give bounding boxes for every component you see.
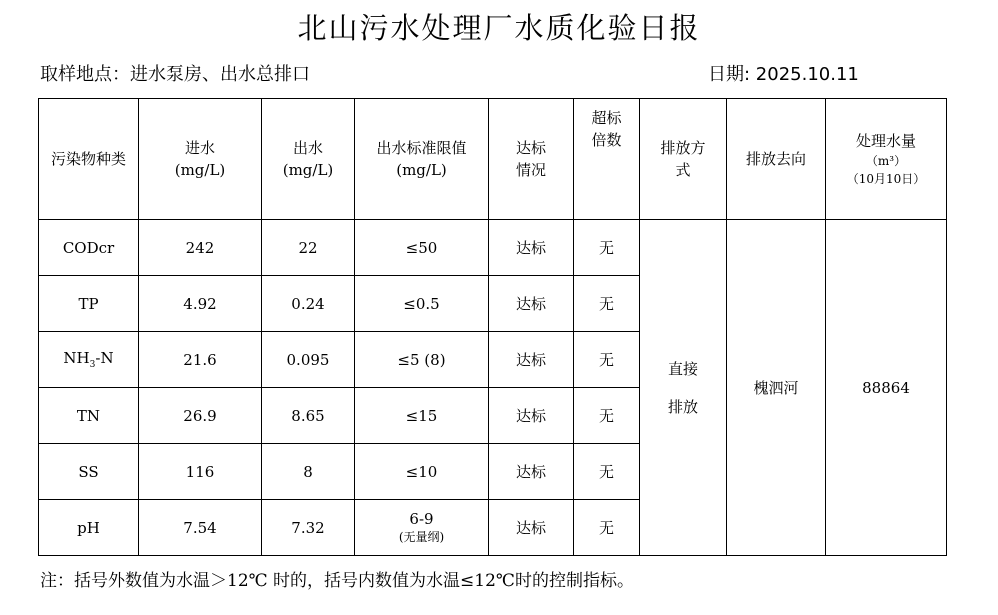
footnote: 注：括号外数值为水温＞12℃ 时的，括号内数值为水温≤12℃时的控制指标。 xyxy=(40,571,634,591)
inflow-value: 242 xyxy=(139,220,262,276)
outflow-value: 8.65 xyxy=(262,388,355,444)
header-pollutant: 污染物种类 xyxy=(39,99,139,220)
inflow-value: 4.92 xyxy=(139,276,262,332)
compliance-status: 达标 xyxy=(489,500,574,556)
compliance-status: 达标 xyxy=(489,388,574,444)
exceed-multiple: 无 xyxy=(574,444,640,500)
outflow-value: 22 xyxy=(262,220,355,276)
outflow-value: 0.095 xyxy=(262,332,355,388)
header-inflow: 进水 (mg/L) xyxy=(139,99,262,220)
sampling-location: 取样地点：进水泵房、出水总排口 xyxy=(40,64,310,85)
outflow-value: 7.32 xyxy=(262,500,355,556)
header-method: 排放方 式 xyxy=(640,99,727,220)
report-title: 北山污水处理厂水质化验日报 xyxy=(297,11,701,45)
header-volume: 处理水量 （m³） （10月10日） xyxy=(826,99,947,220)
pollutant-name: SS xyxy=(39,444,139,500)
header-outflow: 出水 (mg/L) xyxy=(262,99,355,220)
report-date: 日期: 2025.10.11 xyxy=(708,64,859,85)
pollutant-name: CODcr xyxy=(39,220,139,276)
inflow-value: 116 xyxy=(139,444,262,500)
discharge-method: 直接 排放 xyxy=(640,220,727,556)
compliance-status: 达标 xyxy=(489,444,574,500)
outflow-value: 0.24 xyxy=(262,276,355,332)
inflow-value: 26.9 xyxy=(139,388,262,444)
treated-volume: 88864 xyxy=(826,220,947,556)
compliance-status: 达标 xyxy=(489,220,574,276)
pollutant-name: $NH_3-N$ xyxy=(39,332,139,388)
limit-value: ≤0.5 xyxy=(355,276,489,332)
header-limit: 出水标准限值 (mg/L) xyxy=(355,99,489,220)
limit-value: ≤5 (8) xyxy=(355,332,489,388)
header-row xyxy=(39,99,947,220)
inflow-value: 21.6 xyxy=(139,332,262,388)
exceed-multiple: 无 xyxy=(574,220,640,276)
compliance-status: 达标 xyxy=(489,276,574,332)
discharge-destination: 槐泗河 xyxy=(727,220,826,556)
exceed-multiple: 无 xyxy=(574,388,640,444)
outflow-value: 8 xyxy=(262,444,355,500)
header-exceed: 超标 倍数 xyxy=(574,99,640,220)
table-row xyxy=(39,220,947,276)
limit-value: ≤15 xyxy=(355,388,489,444)
inflow-value: 7.54 xyxy=(139,500,262,556)
pollutant-name: pH xyxy=(39,500,139,556)
pollutant-name: TN xyxy=(39,388,139,444)
limit-value: 6-9 (无量纲) xyxy=(355,500,489,556)
header-destination: 排放去向 xyxy=(727,99,826,220)
exceed-multiple: 无 xyxy=(574,332,640,388)
pollutant-name: TP xyxy=(39,276,139,332)
water-quality-table xyxy=(38,98,947,556)
exceed-multiple: 无 xyxy=(574,276,640,332)
compliance-status: 达标 xyxy=(489,332,574,388)
limit-value: ≤10 xyxy=(355,444,489,500)
header-compliance: 达标 情况 xyxy=(489,99,574,220)
exceed-multiple: 无 xyxy=(574,500,640,556)
limit-value: ≤50 xyxy=(355,220,489,276)
